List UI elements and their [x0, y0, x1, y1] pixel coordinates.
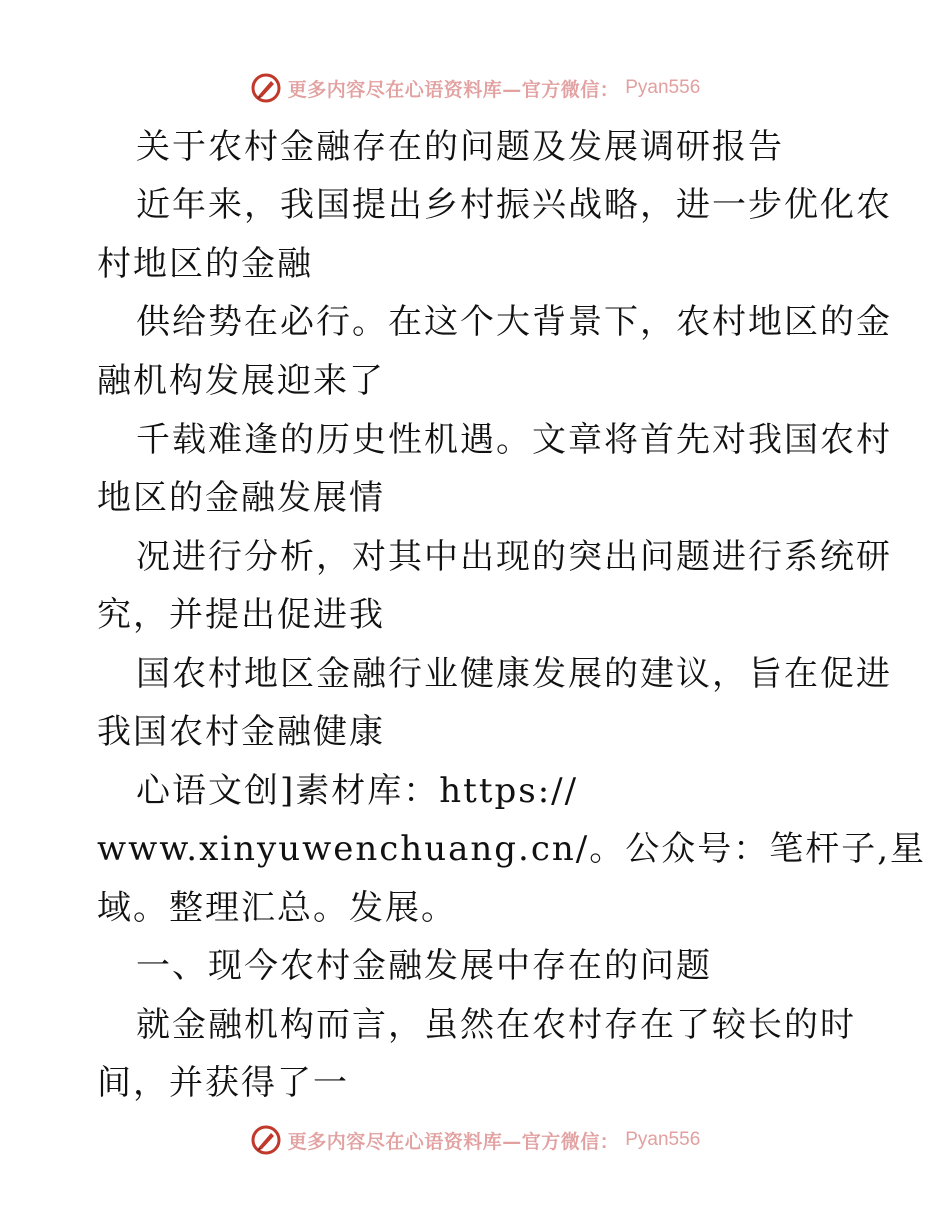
- paragraph-line: 心语文创]素材库：https://: [136, 771, 579, 811]
- paragraph-line: 千载难逢的历史性机遇。文章将首先对我国农村: [136, 420, 892, 460]
- paragraph-line: 就金融机构而言，虽然在农村存在了较长的时: [136, 1005, 856, 1045]
- paragraph-line: 融机构发展迎来了: [97, 361, 385, 401]
- watermark-text: 更多内容尽在心语资料库—官方微信：: [287, 78, 620, 101]
- pen-logo-icon: [250, 1124, 282, 1156]
- watermark-contact: Pyan556: [625, 77, 701, 98]
- footer-watermark: [0, 1124, 950, 1156]
- watermark-text: 更多内容尽在心语资料库—官方微信：: [287, 1130, 620, 1153]
- paragraph-line: 我国农村金融健康: [97, 712, 385, 752]
- header-watermark: [0, 72, 950, 104]
- paragraph-line: 域。整理汇总。发展。: [97, 888, 457, 928]
- paragraph-line: www.xinyuwenchuang.cn/。公众号：笔杆子,星: [97, 829, 927, 869]
- pen-logo-icon: [250, 72, 282, 104]
- paragraph-line: 况进行分析，对其中出现的突出问题进行系统研: [136, 537, 892, 577]
- paragraph-line: 村地区的金融: [97, 244, 313, 284]
- paragraph-line: 间，并获得了一: [97, 1063, 349, 1103]
- watermark-contact: Pyan556: [625, 1129, 701, 1150]
- section-heading: 一、现今农村金融发展中存在的问题: [136, 946, 712, 986]
- paragraph-line: 地区的金融发展情: [97, 478, 385, 518]
- document-title: 关于农村金融存在的问题及发展调研报告: [136, 127, 784, 167]
- paragraph-line: 供给势在必行。在这个大背景下，农村地区的金: [136, 302, 892, 342]
- paragraph-line: 近年来，我国提出乡村振兴战略，进一步优化农: [136, 185, 892, 225]
- paragraph-line: 国农村地区金融行业健康发展的建议，旨在促进: [136, 654, 892, 694]
- paragraph-line: 究，并提出促进我: [97, 595, 385, 635]
